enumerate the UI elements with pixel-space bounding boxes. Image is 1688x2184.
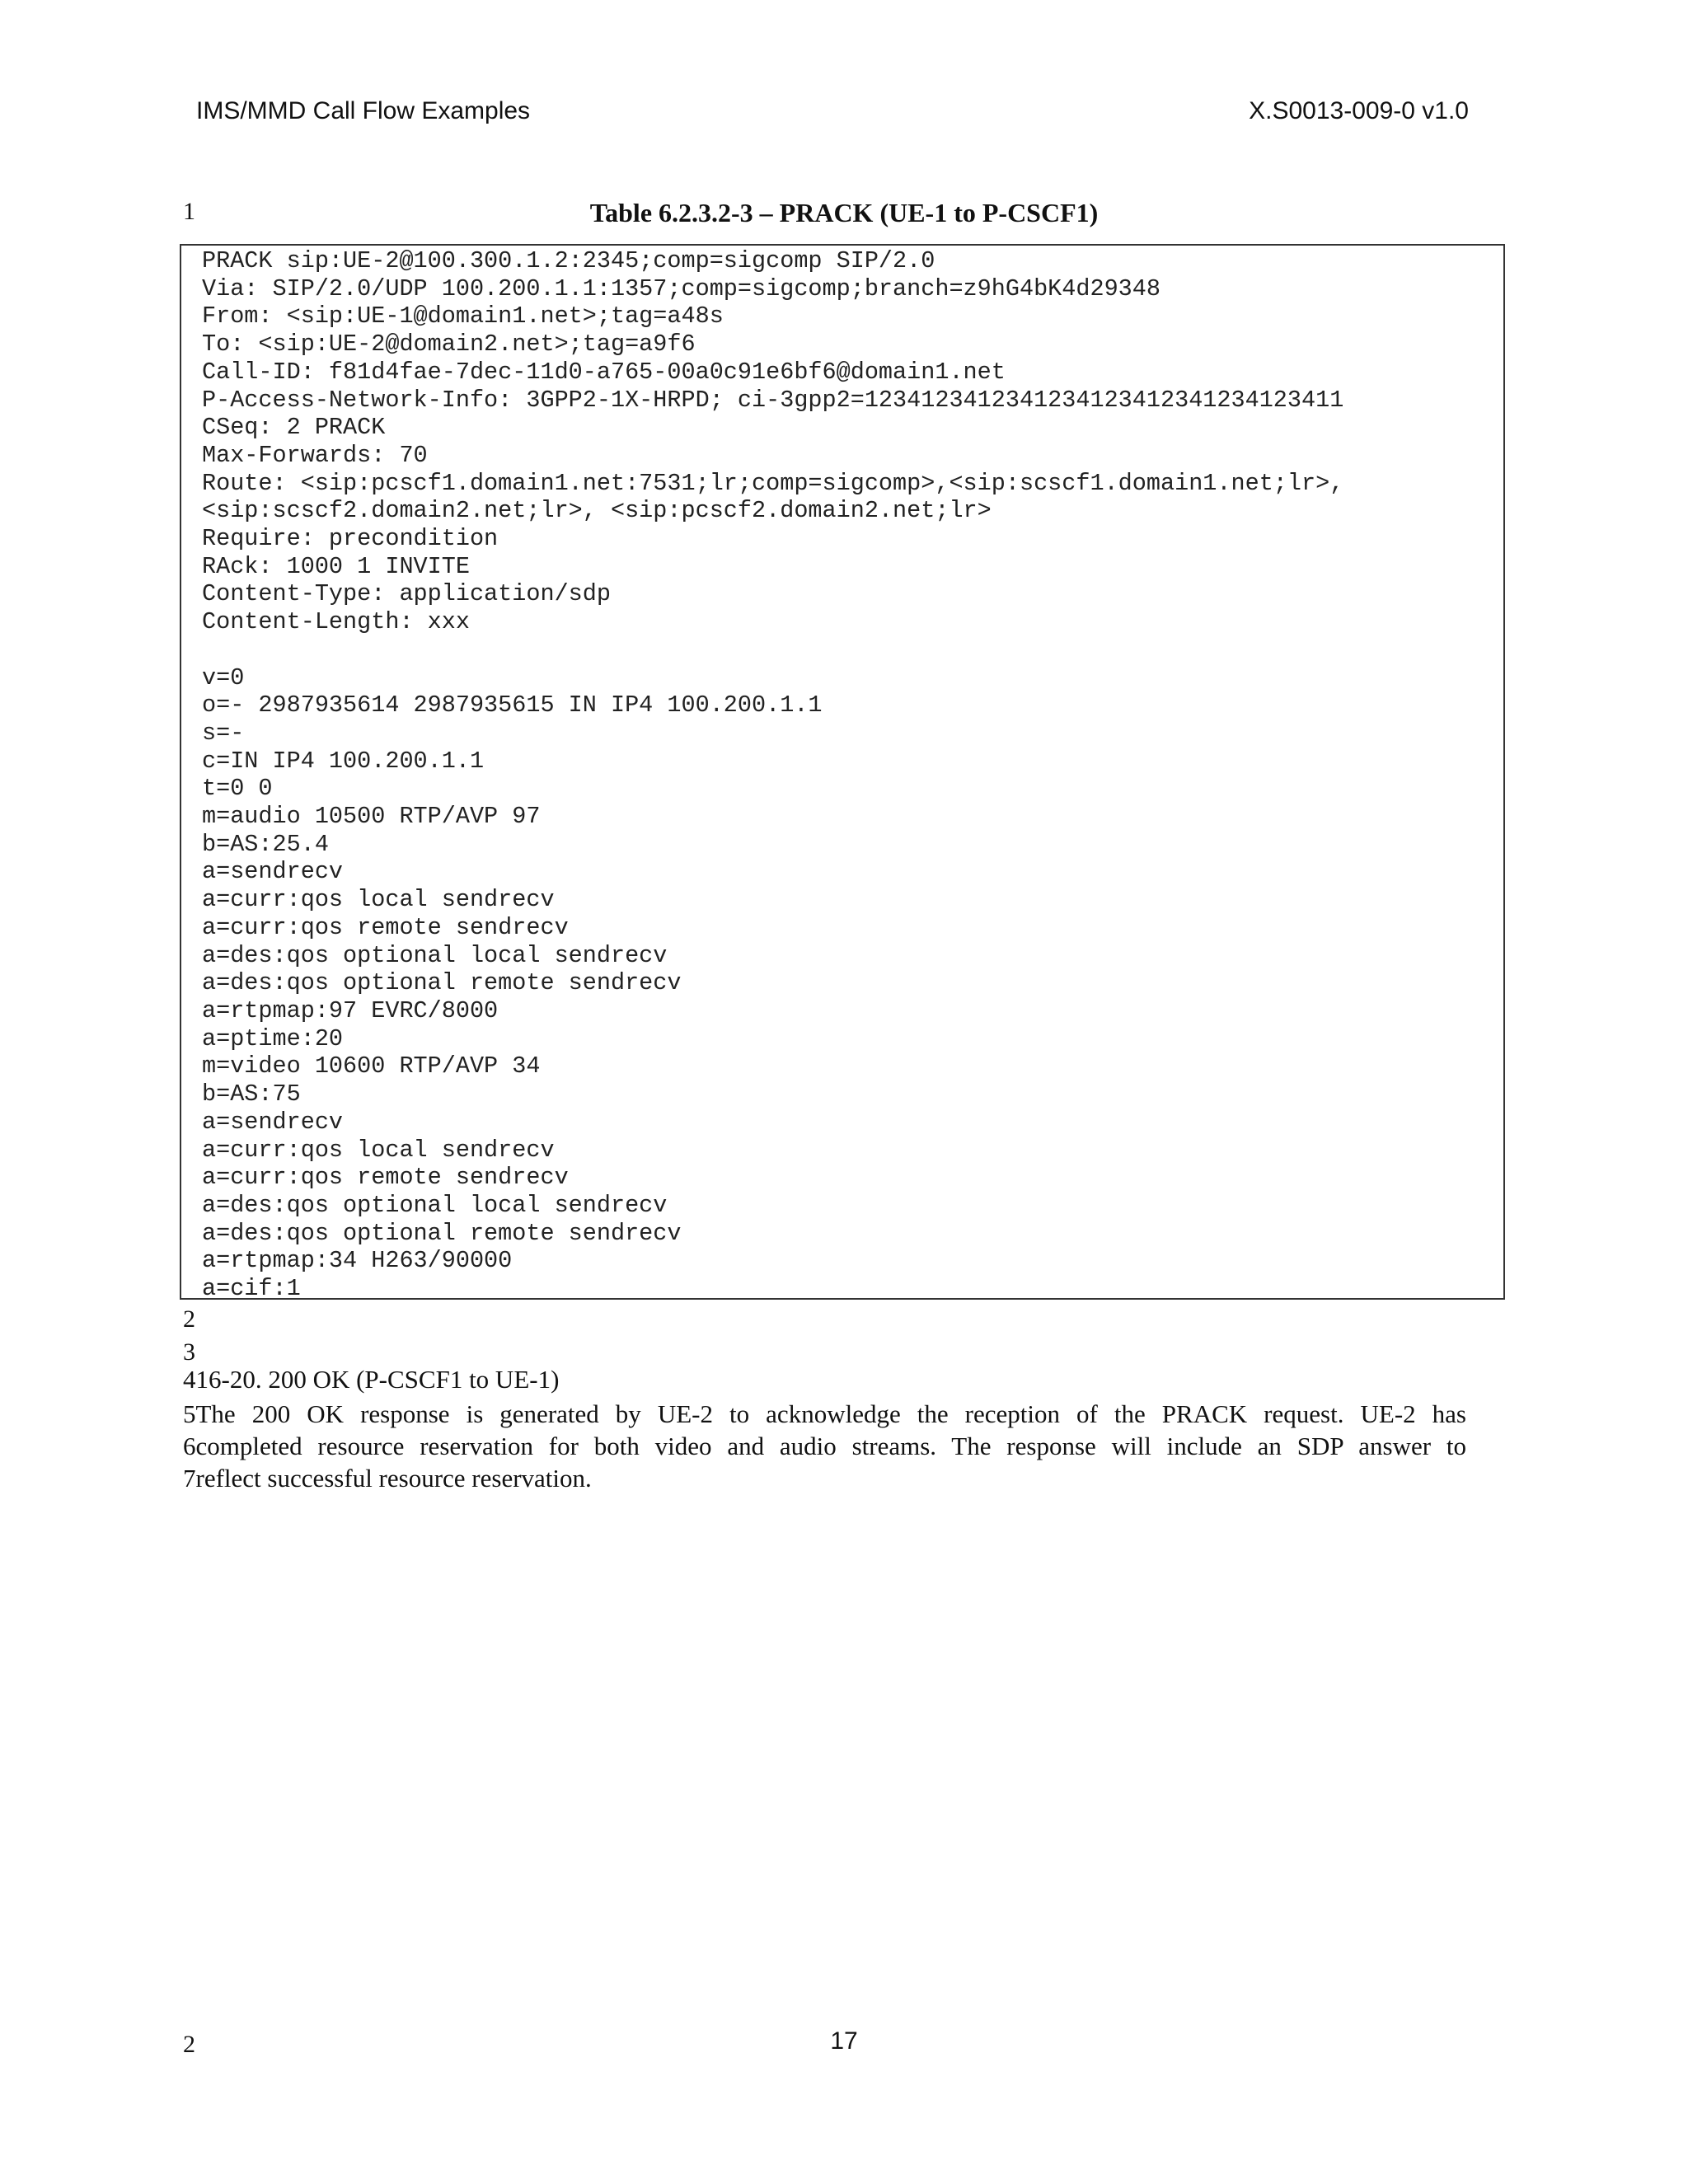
- code-line: CSeq: 2 PRACK: [202, 414, 386, 442]
- code-line: <sip:scscf2.domain2.net;lr>, <sip:pcscf2.domain2.net;lr>: [202, 497, 992, 525]
- code-line: b=AS:25.4: [202, 830, 329, 858]
- code-line: s=-: [202, 719, 245, 747]
- line-number-1: 1: [183, 198, 195, 225]
- code-line: a=des:qos optional local sendrecv: [202, 1191, 668, 1219]
- code-line: PRACK sip:UE-2@100.300.1.2:2345;comp=sigcomp SIP/2.0: [202, 247, 935, 274]
- code-line: a=rtpmap:34 H263/90000: [202, 1247, 513, 1275]
- line-number-3: 3: [183, 1338, 195, 1366]
- code-line: Content-Length: xxx: [202, 608, 470, 636]
- code-line: RAck: 1000 1 INVITE: [202, 552, 470, 580]
- page-number: 17: [830, 2027, 858, 2055]
- code-line: a=sendrecv: [202, 1108, 344, 1136]
- page-header-left: IMS/MMD Call Flow Examples: [196, 97, 531, 124]
- code-box: [180, 244, 1505, 1303]
- code-line: a=des:qos optional remote sendrecv: [202, 969, 682, 997]
- code-line: a=sendrecv: [202, 858, 344, 886]
- code-line: a=curr:qos remote sendrecv: [202, 913, 569, 941]
- code-line: a=curr:qos remote sendrecv: [202, 1164, 569, 1192]
- code-line: Via: SIP/2.0/UDP 100.200.1.1:1357;comp=sigcomp;branch=z9hG4bK4d29348: [202, 274, 1160, 302]
- code-line: To: <sip:UE-2@domain2.net>;tag=a9f6: [202, 330, 696, 359]
- paragraph-line: 5The 200 OK response is generated by UE-2 to acknowledge the reception of the PRACK request. UE-2 has: [183, 1399, 1466, 1428]
- code-line: From: <sip:UE-1@domain1.net>;tag=a48s: [202, 302, 724, 330]
- code-line: Content-Type: application/sdp: [202, 580, 611, 608]
- code-line: b=AS:75: [202, 1080, 301, 1108]
- code-line: a=rtpmap:97 EVRC/8000: [202, 996, 499, 1024]
- code-line: m=video 10600 RTP/AVP 34: [202, 1052, 541, 1080]
- code-line: Require: precondition: [202, 525, 499, 553]
- code-line: o=- 2987935614 2987935615 IN IP4 100.200.1.1: [202, 691, 823, 719]
- paragraph-line: 7reflect successful resource reservation.: [183, 1464, 592, 1493]
- code-line: c=IN IP4 100.200.1.1: [202, 747, 485, 775]
- code-line: m=audio 10500 RTP/AVP 97: [202, 803, 541, 831]
- code-line: a=curr:qos local sendrecv: [202, 1136, 555, 1164]
- code-line: P-Access-Network-Info: 3GPP2-1X-HRPD; ci-3gpp2=1234123412341234123412341234123411: [202, 386, 1344, 414]
- footer-left-number: 2: [183, 2031, 195, 2058]
- code-line: a=cif:1: [202, 1275, 301, 1303]
- paragraph-line: 6completed resource reservation for both video and audio streams. The response will include an SDP answer to: [183, 1432, 1466, 1460]
- page-header-right: X.S0013-009-0 v1.0: [1249, 97, 1469, 124]
- code-line: a=des:qos optional local sendrecv: [202, 941, 668, 969]
- code-line: Max-Forwards: 70: [202, 441, 428, 469]
- code-line: Route: <sip:pcscf1.domain1.net:7531;lr;comp=sigcomp>,<sip:scscf1.domain1.net;lr>,: [202, 469, 1344, 497]
- line-number-2: 2: [183, 1305, 195, 1333]
- code-line: a=des:qos optional remote sendrecv: [202, 1219, 682, 1247]
- sip-message-code: [181, 247, 1343, 1303]
- code-line: t=0 0: [202, 775, 273, 803]
- code-line: a=curr:qos local sendrecv: [202, 886, 555, 914]
- code-line: v=0: [202, 663, 245, 691]
- section-heading: 416-20. 200 OK (P-CSCF1 to UE-1): [183, 1365, 560, 1394]
- code-line: a=ptime:20: [202, 1024, 344, 1052]
- table-title: Table 6.2.3.2-3 – PRACK (UE-1 to P-CSCF1): [589, 198, 1099, 227]
- body-paragraph: [183, 1398, 1466, 1494]
- code-line: Call-ID: f81d4fae-7dec-11d0-a765-00a0c91e6bf6@domain1.net: [202, 358, 1006, 386]
